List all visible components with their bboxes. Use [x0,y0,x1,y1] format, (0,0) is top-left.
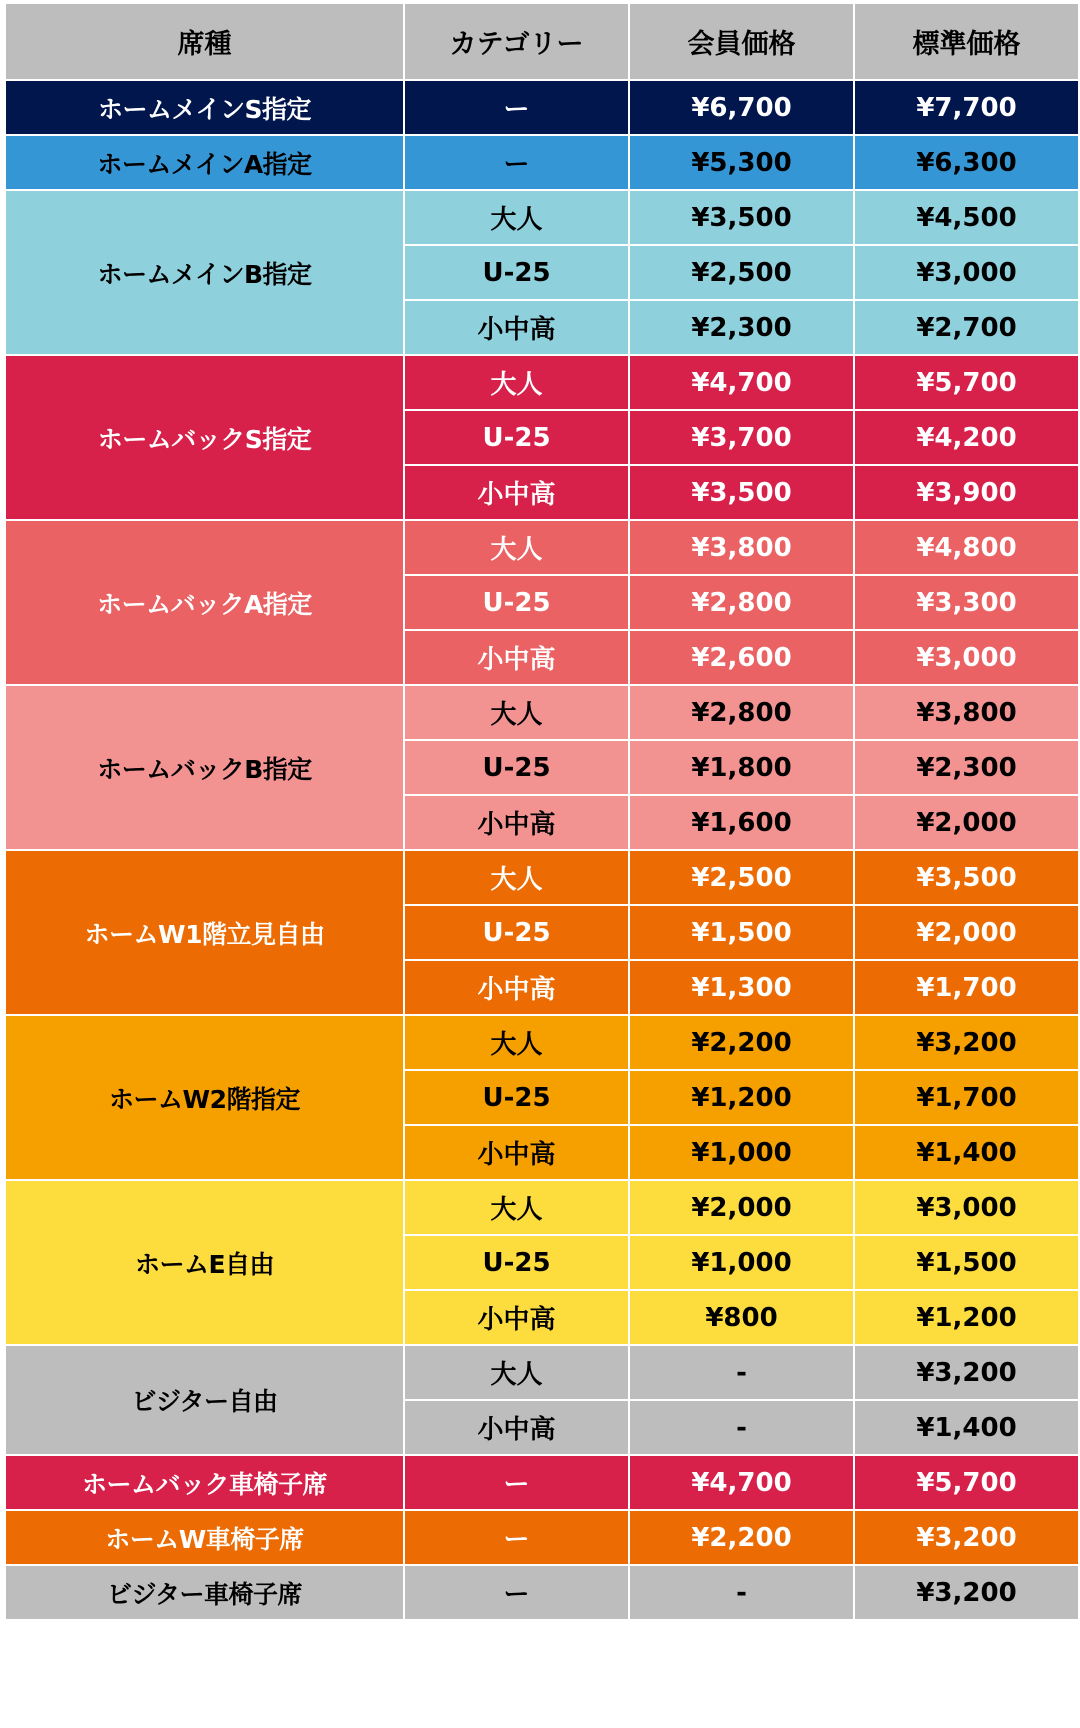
header-seat-type: 席種 [5,3,404,80]
standard-price-cell: ¥1,400 [854,1400,1079,1455]
category-cell: ー [404,1510,629,1565]
category-cell: 小中高 [404,465,629,520]
member-price-cell: ¥4,700 [629,1455,854,1510]
category-cell: 小中高 [404,300,629,355]
standard-price-cell: ¥4,200 [854,410,1079,465]
category-cell: 小中高 [404,1290,629,1345]
standard-price-cell: ¥2,000 [854,795,1079,850]
standard-price-cell: ¥6,300 [854,135,1079,190]
standard-price-cell: ¥1,200 [854,1290,1079,1345]
member-price-cell: ¥1,500 [629,905,854,960]
category-cell: U-25 [404,1235,629,1290]
seat-type-cell: ホームバックA指定 [5,520,404,685]
seat-type-cell: ビジター車椅子席 [5,1565,404,1620]
category-cell: ー [404,80,629,135]
member-price-cell: ¥2,200 [629,1015,854,1070]
table-row [5,1015,1079,1070]
category-cell: 大人 [404,355,629,410]
table-row [5,1345,1079,1400]
category-cell: U-25 [404,575,629,630]
member-price-cell: ¥2,500 [629,850,854,905]
category-cell: 大人 [404,190,629,245]
category-cell: U-25 [404,245,629,300]
member-price-cell: ¥1,600 [629,795,854,850]
ticket-price-table [4,2,1080,1621]
member-price-cell: ¥3,800 [629,520,854,575]
category-cell: U-25 [404,410,629,465]
member-price-cell: ¥3,700 [629,410,854,465]
seat-type-cell: ホームW車椅子席 [5,1510,404,1565]
category-cell: 小中高 [404,630,629,685]
seat-type-cell: ホームメインA指定 [5,135,404,190]
member-price-cell: ¥2,500 [629,245,854,300]
member-price-cell: ¥3,500 [629,465,854,520]
standard-price-cell: ¥5,700 [854,1455,1079,1510]
standard-price-cell: ¥3,500 [854,850,1079,905]
standard-price-cell: ¥3,900 [854,465,1079,520]
table-row [5,80,1079,135]
standard-price-cell: ¥3,000 [854,1180,1079,1235]
header-category: カテゴリー [404,3,629,80]
member-price-cell: ¥4,700 [629,355,854,410]
member-price-cell: ¥2,600 [629,630,854,685]
table-row [5,1455,1079,1510]
header-standard-price: 標準価格 [854,3,1079,80]
standard-price-cell: ¥3,200 [854,1565,1079,1620]
member-price-cell: ¥1,300 [629,960,854,1015]
standard-price-cell: ¥3,000 [854,630,1079,685]
table-row [5,355,1079,410]
standard-price-cell: ¥3,200 [854,1345,1079,1400]
standard-price-cell: ¥1,400 [854,1125,1079,1180]
category-cell: 小中高 [404,795,629,850]
member-price-cell: ¥3,500 [629,190,854,245]
category-cell: 大人 [404,1345,629,1400]
category-cell: U-25 [404,1070,629,1125]
header-member-price: 会員価格 [629,3,854,80]
standard-price-cell: ¥3,800 [854,685,1079,740]
seat-type-cell: ホームW2階指定 [5,1015,404,1180]
member-price-cell: ¥2,000 [629,1180,854,1235]
seat-type-cell: ホームバック車椅子席 [5,1455,404,1510]
standard-price-cell: ¥1,700 [854,1070,1079,1125]
standard-price-cell: ¥1,700 [854,960,1079,1015]
standard-price-cell: ¥4,500 [854,190,1079,245]
table-row [5,685,1079,740]
seat-type-cell: ビジター自由 [5,1345,404,1455]
standard-price-cell: ¥1,500 [854,1235,1079,1290]
member-price-cell: ¥1,800 [629,740,854,795]
table-row [5,1180,1079,1235]
member-price-cell: ¥2,300 [629,300,854,355]
standard-price-cell: ¥3,300 [854,575,1079,630]
seat-type-cell: ホームメインB指定 [5,190,404,355]
category-cell: 大人 [404,1015,629,1070]
member-price-cell: - [629,1400,854,1455]
category-cell: U-25 [404,740,629,795]
table-body [5,80,1079,1620]
table-row [5,135,1079,190]
seat-type-cell: ホームバックB指定 [5,685,404,850]
seat-type-cell: ホームメインS指定 [5,80,404,135]
standard-price-cell: ¥2,000 [854,905,1079,960]
member-price-cell: ¥800 [629,1290,854,1345]
table-header-row [5,3,1079,80]
table-row [5,190,1079,245]
member-price-cell: ¥5,300 [629,135,854,190]
category-cell: U-25 [404,905,629,960]
member-price-cell: ¥6,700 [629,80,854,135]
standard-price-cell: ¥4,800 [854,520,1079,575]
standard-price-cell: ¥3,200 [854,1510,1079,1565]
member-price-cell: ¥2,800 [629,685,854,740]
category-cell: 小中高 [404,960,629,1015]
category-cell: 大人 [404,685,629,740]
table-row [5,1510,1079,1565]
seat-type-cell: ホームW1階立見自由 [5,850,404,1015]
table-row [5,1565,1079,1620]
member-price-cell: ¥1,000 [629,1125,854,1180]
member-price-cell: - [629,1565,854,1620]
category-cell: ー [404,1455,629,1510]
category-cell: 大人 [404,850,629,905]
table-row [5,850,1079,905]
category-cell: ー [404,135,629,190]
seat-type-cell: ホームバックS指定 [5,355,404,520]
category-cell: 小中高 [404,1400,629,1455]
member-price-cell: ¥2,800 [629,575,854,630]
member-price-cell: ¥1,000 [629,1235,854,1290]
standard-price-cell: ¥7,700 [854,80,1079,135]
category-cell: 大人 [404,520,629,575]
standard-price-cell: ¥3,200 [854,1015,1079,1070]
member-price-cell: ¥2,200 [629,1510,854,1565]
standard-price-cell: ¥2,700 [854,300,1079,355]
standard-price-cell: ¥5,700 [854,355,1079,410]
member-price-cell: ¥1,200 [629,1070,854,1125]
category-cell: 大人 [404,1180,629,1235]
member-price-cell: - [629,1345,854,1400]
standard-price-cell: ¥2,300 [854,740,1079,795]
category-cell: 小中高 [404,1125,629,1180]
seat-type-cell: ホームE自由 [5,1180,404,1345]
category-cell: ー [404,1565,629,1620]
standard-price-cell: ¥3,000 [854,245,1079,300]
table-row [5,520,1079,575]
